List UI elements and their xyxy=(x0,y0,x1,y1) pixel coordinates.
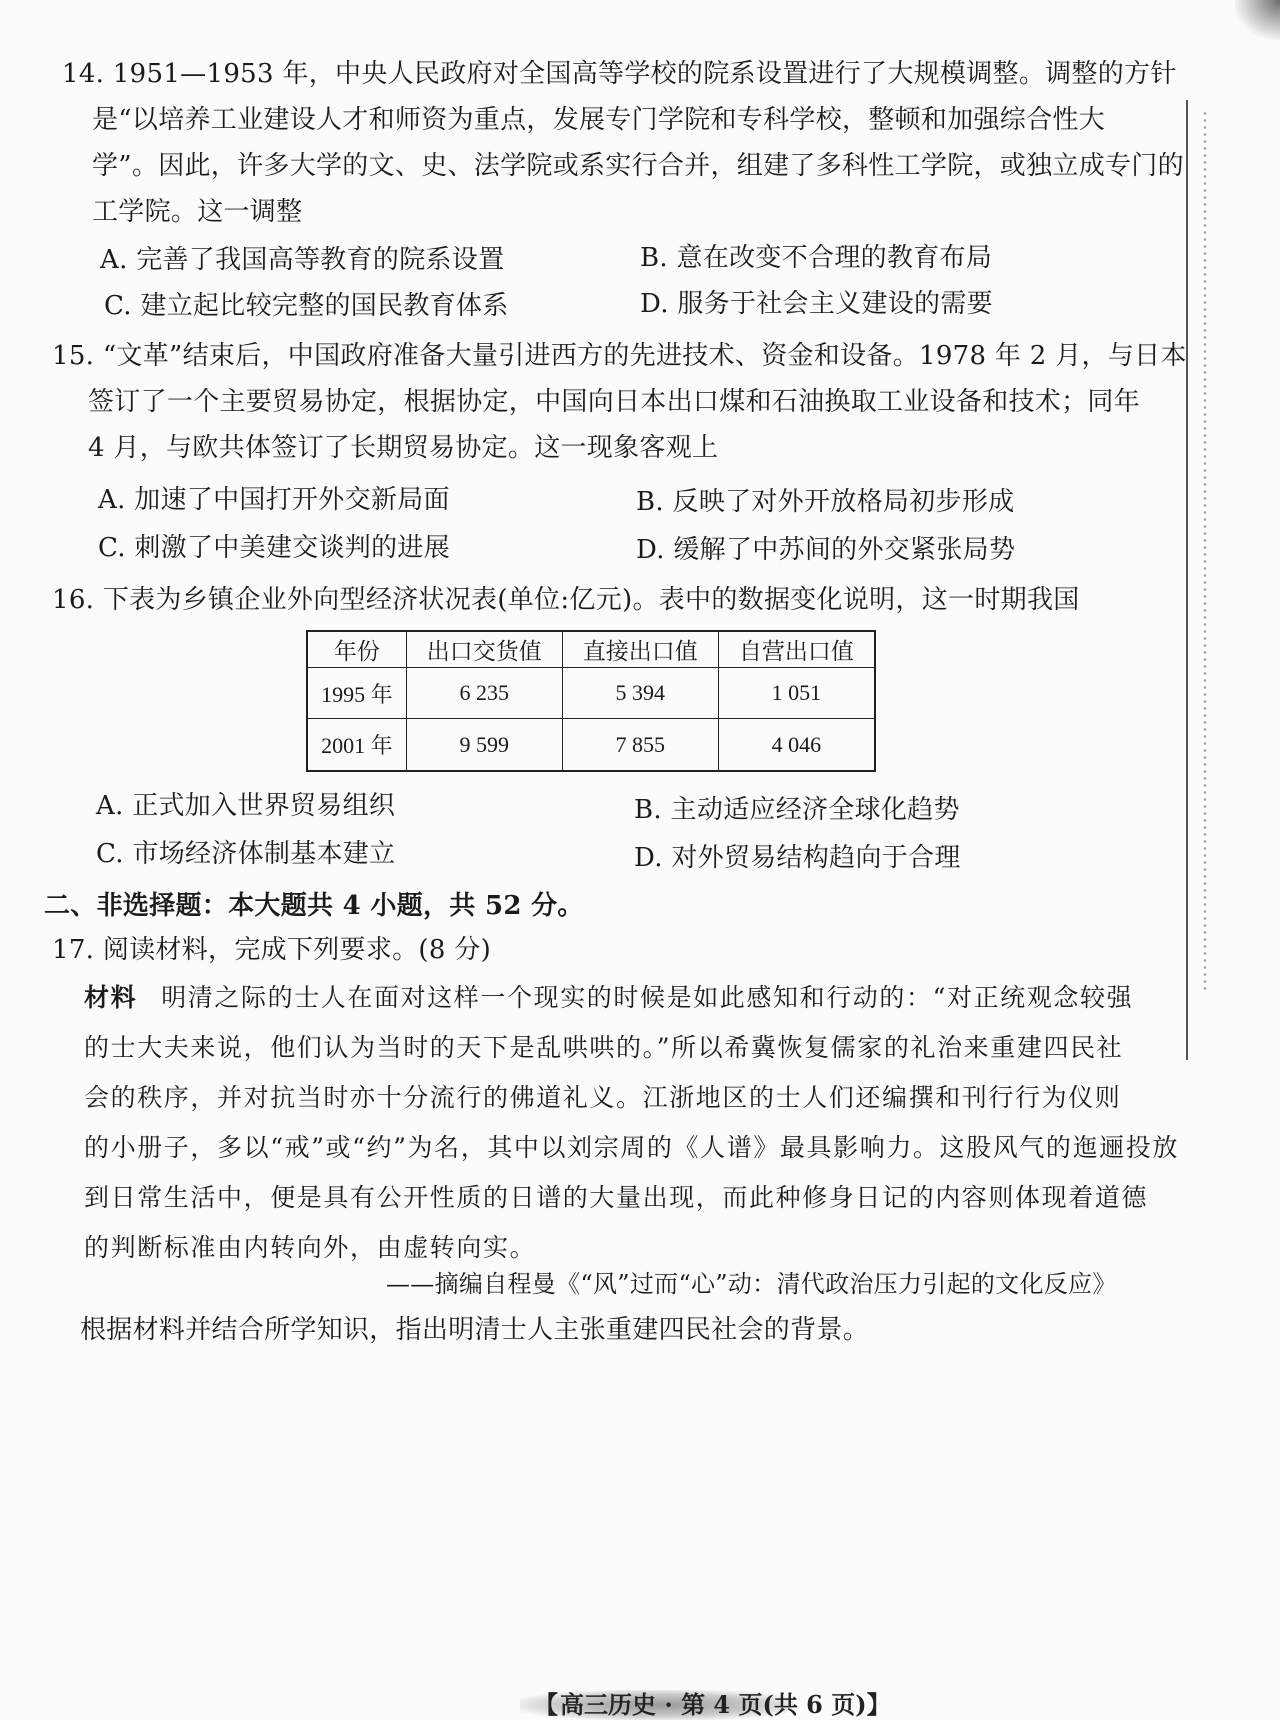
q15-line-3: 4 月，与欧共体签订了长期贸易协定。这一现象客观上 xyxy=(88,433,719,463)
q17-material-line-2: 的士大夫来说，他们认为当时的天下是乱哄哄的。”所以希冀恢复儒家的礼治来重建四民社 xyxy=(84,1033,1124,1062)
binding-dots xyxy=(1202,110,1208,990)
q15-line-2: 签订了一个主要贸易协定，根据协定，中国向日本出口煤和石油换取工业设备和技术；同年 xyxy=(88,387,1141,417)
q14-option-d: D. 服务于社会主义建设的需要 xyxy=(640,289,993,319)
table-header-cell: 直接出口值 xyxy=(562,631,718,668)
table-header-cell: 出口交货值 xyxy=(406,631,562,668)
q17-material-line-1 xyxy=(84,980,1133,1016)
table-cell: 7 855 xyxy=(562,719,718,771)
q15-line-1: 15. “文革”结束后，中国政府准备大量引进西方的先进技术、资金和设备。1978 年 2 月，与日本 xyxy=(52,341,1187,371)
material-text: 明清之际的士人在面对这样一个现实的时候是如此感知和行动的：“对正统观念较强 xyxy=(161,983,1134,1012)
table-cell: 6 235 xyxy=(406,668,562,719)
q16-option-a: A. 正式加入世界贸易组织 xyxy=(96,791,396,821)
q16-stem: 16. 下表为乡镇企业外向型经济状况表(单位:亿元)。表中的数据变化说明，这一时期我国 xyxy=(52,585,1080,615)
q14-line-4: 工学院。这一调整 xyxy=(92,197,303,227)
footer-bracket: 【 xyxy=(534,1690,558,1719)
q17-source: ——摘编自程曼《“风”过而“心”动：清代政治压力引起的文化反应》 xyxy=(386,1270,1117,1298)
q15-option-b: B. 反映了对外开放格局初步形成 xyxy=(636,487,1015,517)
binding-line xyxy=(1186,100,1188,1060)
q16-option-c: C. 市场经济体制基本建立 xyxy=(96,839,396,869)
q15-option-a: A. 加速了中国打开外交新局面 xyxy=(98,485,450,515)
q15-option-c: C. 刺激了中美建交谈判的进展 xyxy=(98,533,450,563)
q17-stem: 17. 阅读材料，完成下列要求。(8 分) xyxy=(52,935,492,965)
q17-material-line-6: 的判断标准由内转向外，由虚转向实。 xyxy=(84,1233,537,1262)
q14-option-a: A. 完善了我国高等教育的院系设置 xyxy=(100,245,505,275)
table-row xyxy=(307,668,875,719)
table-cell: 1 051 xyxy=(718,668,875,719)
q14-line-3: 学”。因此，许多大学的文、史、法学院或系实行合并，组建了多科性工学院，或独立成专门的 xyxy=(92,151,1184,181)
q17-material-line-4: 的小册子，多以“戒”或“约”为名，其中以刘宗周的《人谱》最具影响力。这股风气的迤逦投放 xyxy=(84,1133,1179,1162)
q17-question: 根据材料并结合所学知识，指出明清士人主张重建四民社会的背景。 xyxy=(80,1315,870,1345)
table-cell: 5 394 xyxy=(562,668,718,719)
q17-material-line-3: 会的秩序，并对抗当时亦十分流行的佛道礼义。江浙地区的士人们还编撰和刊行行为仪则 xyxy=(84,1083,1122,1112)
q14-option-c: C. 建立起比较完整的国民教育体系 xyxy=(104,291,509,321)
q14-line-2: 是“以培养工业建设人才和师资为重点，发展专门学院和专科学校，整顿和加强综合性大 xyxy=(92,105,1105,135)
q14-option-b: B. 意在改变不合理的教育布局 xyxy=(640,243,993,273)
q17-material-line-5: 到日常生活中，便是具有公开性质的日谱的大量出现，而此种修身日记的内容则体现着道德 xyxy=(84,1183,1149,1212)
q14-line-1: 14. 1951—1953 年，中央人民政府对全国高等学校的院系设置进行了大规模调整。调整的方针 xyxy=(62,59,1177,89)
q16-option-d: D. 对外贸易结构趋向于合理 xyxy=(634,843,961,873)
table-header-cell: 年份 xyxy=(307,631,406,668)
table-cell: 2001 年 xyxy=(307,719,406,771)
table-cell: 4 046 xyxy=(718,719,875,771)
table-row xyxy=(307,719,875,771)
q16-option-b: B. 主动适应经济全球化趋势 xyxy=(634,795,960,825)
scan-corner-shadow xyxy=(1235,0,1280,40)
table-cell: 9 599 xyxy=(406,719,562,771)
table-cell: 1995 年 xyxy=(307,668,406,719)
q15-option-d: D. 缓解了中苏间的外交紧张局势 xyxy=(636,535,1016,565)
section-2-heading: 二、非选择题：本大题共 4 小题，共 52 分。 xyxy=(44,891,584,921)
export-data-table xyxy=(306,630,876,772)
table-header-row xyxy=(307,631,875,668)
table-header-cell: 自营出口值 xyxy=(718,631,875,668)
material-label: 材料 xyxy=(84,983,138,1012)
footer-text: 高三历史 · 第 4 页(共 6 页)】 xyxy=(560,1690,891,1719)
